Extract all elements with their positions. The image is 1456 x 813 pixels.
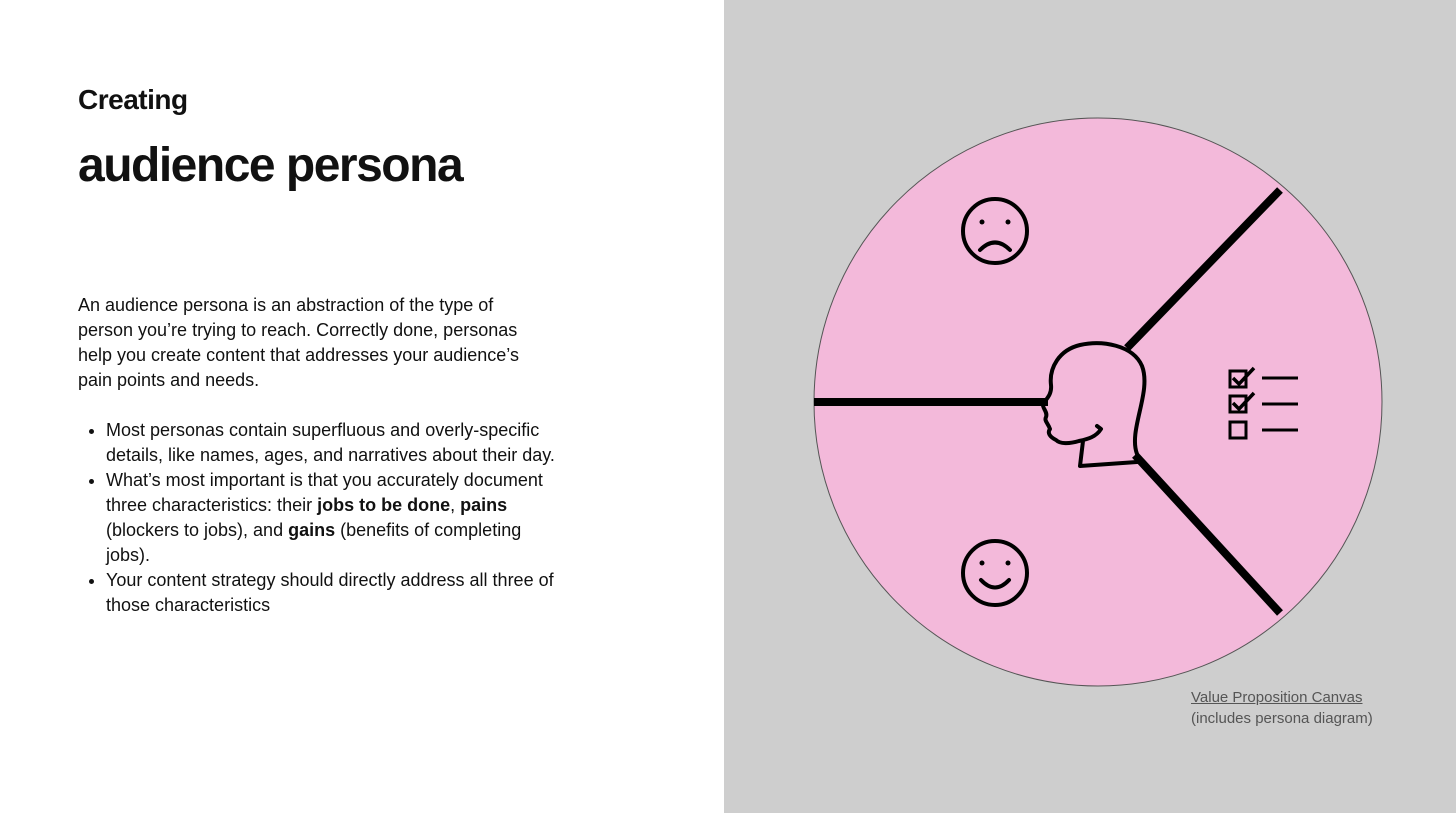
diagram-panel xyxy=(724,0,1456,813)
caption-note: (includes persona diagram) xyxy=(1191,710,1373,727)
text-panel xyxy=(0,0,724,813)
slide-eyebrow: Creating xyxy=(78,84,188,115)
bullet-item: • Most personas contain superfluous and overly-specific details, like names, ages, and narratives about their day. xyxy=(106,418,556,468)
bullet-list xyxy=(78,418,556,618)
value-proposition-canvas-link[interactable]: Value Proposition Canvas xyxy=(1191,689,1363,706)
bullet-item: • What’s most important is that you accurately document three characteristics: their jobs to be done, pains (blockers to jobs), and gains (benefits of completing jobs). xyxy=(106,468,556,568)
intro-paragraph: An audience persona is an abstraction of the type of person you’re trying to reach. Correctly done, personas help you create content that addresses your audience’s pain points and needs. xyxy=(78,295,519,390)
emphasis-jobs: jobs to be done xyxy=(317,495,451,515)
emphasis-gains: gains xyxy=(288,520,336,540)
slide-title: audience persona xyxy=(78,139,463,192)
emphasis-pains: pains xyxy=(460,495,508,515)
bullet-item: • Your content strategy should directly address all three of those characteristics xyxy=(106,568,556,618)
diagram-caption xyxy=(1191,687,1373,729)
